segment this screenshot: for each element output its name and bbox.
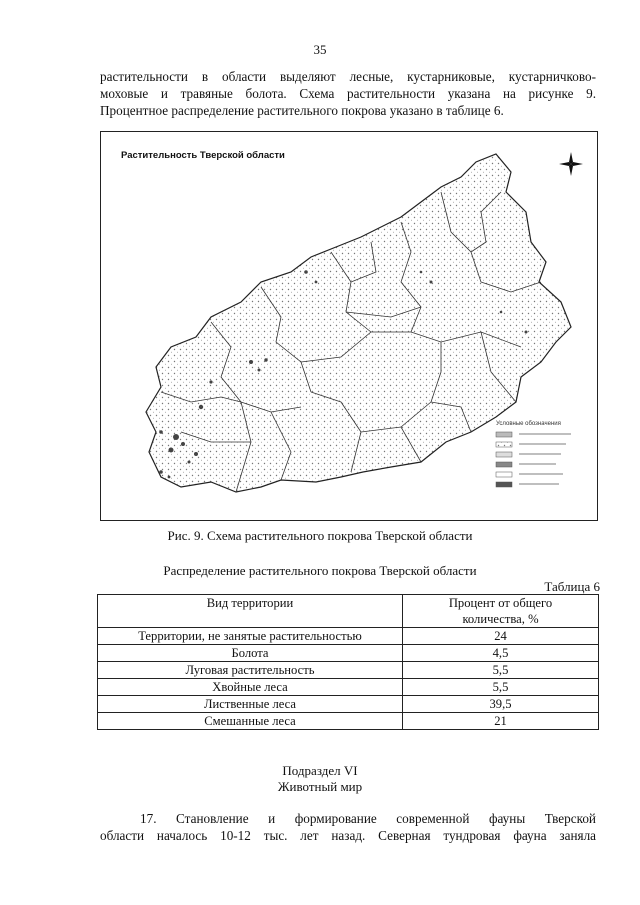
- section-17-line: 17. Становление и формирование современной фауны Тверской: [140, 811, 596, 826]
- row-value: 24: [403, 628, 599, 645]
- table-title: Распределение растительного покрова Тверской области: [163, 563, 477, 578]
- table-label: Таблица 6: [544, 579, 600, 594]
- intro-paragraph: [100, 68, 596, 119]
- table-row: [98, 662, 599, 679]
- header-percent: [403, 595, 599, 628]
- vegetation-map: [100, 131, 598, 521]
- row-value: 39,5: [403, 696, 599, 713]
- row-name: Болота: [98, 645, 403, 662]
- legend-title: Условные обозначения: [496, 421, 561, 427]
- compass-rose-icon: [559, 152, 583, 176]
- map-legend: [496, 420, 571, 487]
- header-percent-line2: количества, %: [462, 612, 539, 626]
- table-row: [98, 679, 599, 696]
- map-graphic: [101, 132, 596, 519]
- page-number: 35: [313, 42, 327, 57]
- header-territory: Вид территории: [98, 595, 403, 628]
- intro-line: Процентное распределение растительного покрова указано в таблице 6.: [100, 103, 504, 118]
- figure-caption: Рис. 9. Схема растительного покрова Тверской области: [167, 528, 473, 543]
- table-row: [98, 628, 599, 645]
- row-name: Смешанные леса: [98, 713, 403, 730]
- table-row: [98, 713, 599, 730]
- map-title: Растительность Тверской области: [121, 150, 285, 161]
- table-row: [98, 645, 599, 662]
- header-percent-line1: Процент от общего: [448, 596, 553, 610]
- section-17-paragraph: [100, 810, 596, 844]
- subsection-title: Подраздел VI: [282, 763, 358, 778]
- intro-line: моховые и травяные болота. Схема растительности указана на рисунке 9.: [100, 86, 596, 101]
- vegetation-table: [97, 594, 599, 730]
- row-name: Луговая растительность: [98, 662, 403, 679]
- row-value: 5,5: [403, 662, 599, 679]
- row-name: Хвойные леса: [98, 679, 403, 696]
- table-row: [98, 696, 599, 713]
- subsection-subtitle: Животный мир: [277, 779, 363, 794]
- intro-line: растительности в области выделяют лесные, кустарниковые, кустарничково-: [100, 69, 596, 84]
- row-value: 4,5: [403, 645, 599, 662]
- table-header-row: [98, 595, 599, 628]
- row-value: 21: [403, 713, 599, 730]
- row-name: Лиственные леса: [98, 696, 403, 713]
- section-17-line: области началось 10-12 тыс. лет назад. Северная тундровая фауна заняла: [100, 828, 596, 843]
- row-value: 5,5: [403, 679, 599, 696]
- row-name: Территории, не занятые растительностью: [98, 628, 403, 645]
